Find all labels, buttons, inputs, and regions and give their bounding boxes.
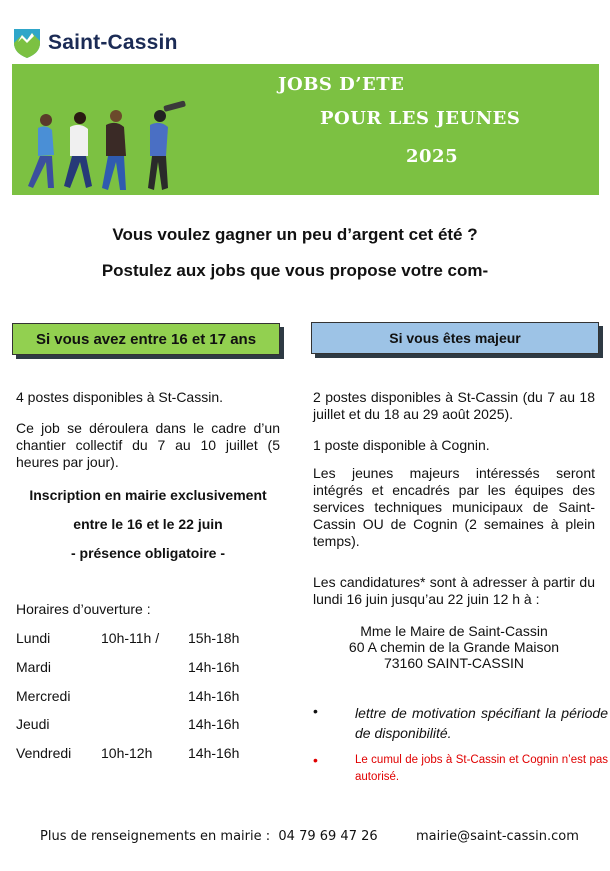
banner-title-line1: JOBS D’ETE: [278, 74, 405, 95]
right-candidatures: [313, 574, 595, 608]
bullet-cumul-text: Le cumul de jobs à St-Cassin et Cognin n’est pas autorisé.: [355, 754, 608, 783]
left-inscription: Inscription en mairie exclusivement: [29, 487, 267, 503]
schedule-pm: 14h-16h: [188, 745, 240, 761]
footer-info: Plus de renseignements en mairie :: [40, 829, 271, 844]
footer-email: mairie@saint-cassin.com: [415, 829, 579, 844]
footer-phone: 04 79 69 47 26: [278, 829, 378, 844]
section-header-16-17: Si vous avez entre 16 et 17 ans: [12, 323, 280, 355]
schedule-day: Jeudi: [16, 716, 50, 732]
section-header-majeur: Si vous êtes majeur: [311, 322, 599, 354]
logo: [12, 26, 178, 60]
schedule-day: Mardi: [16, 659, 52, 675]
right-poste-cognin: [313, 437, 595, 454]
address-line: 60 A chemin de la Grande Maison: [348, 639, 560, 655]
address-line: 73160 SAINT-CASSIN: [383, 655, 525, 671]
intro-call-to-action: Postulez aux jobs que vous propose votre com-: [101, 261, 489, 280]
schedule-am: 10h-12h: [101, 745, 153, 761]
bullet-icon: •: [313, 703, 318, 719]
right-cognin-text: 1 poste disponible à Cognin.: [313, 437, 490, 453]
intro-question: Vous voulez gagner un peu d’argent cet été ?: [112, 225, 478, 244]
left-postes-text: 4 postes disponibles à St-Cassin.: [16, 389, 223, 405]
right-postes-st-cassin: [313, 389, 595, 423]
schedule-pm: 14h-16h: [188, 659, 240, 675]
schedule-pm: 14h-16h: [188, 688, 240, 704]
header-banner: [12, 64, 599, 195]
mountain-shield-icon: [12, 27, 42, 59]
schedule-day: Vendredi: [16, 745, 72, 761]
banner-year: 2025: [406, 146, 459, 167]
schedule-day: Mercredi: [16, 688, 71, 704]
left-dates: entre le 16 et le 22 juin: [73, 516, 223, 532]
schedule-pm: 14h-16h: [188, 716, 240, 732]
footer: [40, 829, 579, 844]
left-presence: - présence obligatoire -: [70, 545, 226, 561]
right-encadrement-text: Les jeunes majeurs intéressés seront intégrés et encadrés par les équipes des services techniques municipaux de Saint-Cassin OU de Cognin (2 semaines à plein temps).: [313, 465, 595, 549]
logo-text: Saint-Cassin: [48, 31, 178, 54]
address-line: Mme le Maire de Saint-Cassin: [360, 623, 548, 639]
right-postes-text: 2 postes disponibles à St-Cassin (du 7 au 18 juillet et du 18 au 29 août 2025).: [313, 389, 595, 422]
left-chantier-text: Ce job se déroulera dans le cadre d’un chantier collectif du 7 au 10 juillet (5 heures par jour).: [16, 420, 280, 470]
right-encadrement: [313, 465, 595, 550]
left-chantier: [16, 420, 280, 471]
people-walking-illustration: [18, 100, 188, 195]
bullet-lettre-text: lettre de motivation spécifiant la période de disponibilité.: [355, 705, 608, 741]
schedule-day: Lundi: [16, 630, 51, 646]
schedule-am: 10h-11h /: [101, 630, 160, 646]
hours-title: Horaires d’ouverture :: [16, 601, 151, 617]
right-candidatures-text: Les candidatures* sont à adresser à partir du lundi 16 juin jusqu’au 22 juin 12 h à :: [313, 574, 595, 607]
banner-title-line2: POUR LES JEUNES: [320, 108, 521, 129]
bullet-icon: •: [313, 752, 318, 768]
left-postes: [16, 389, 280, 406]
schedule-pm: 15h-18h: [188, 630, 240, 646]
